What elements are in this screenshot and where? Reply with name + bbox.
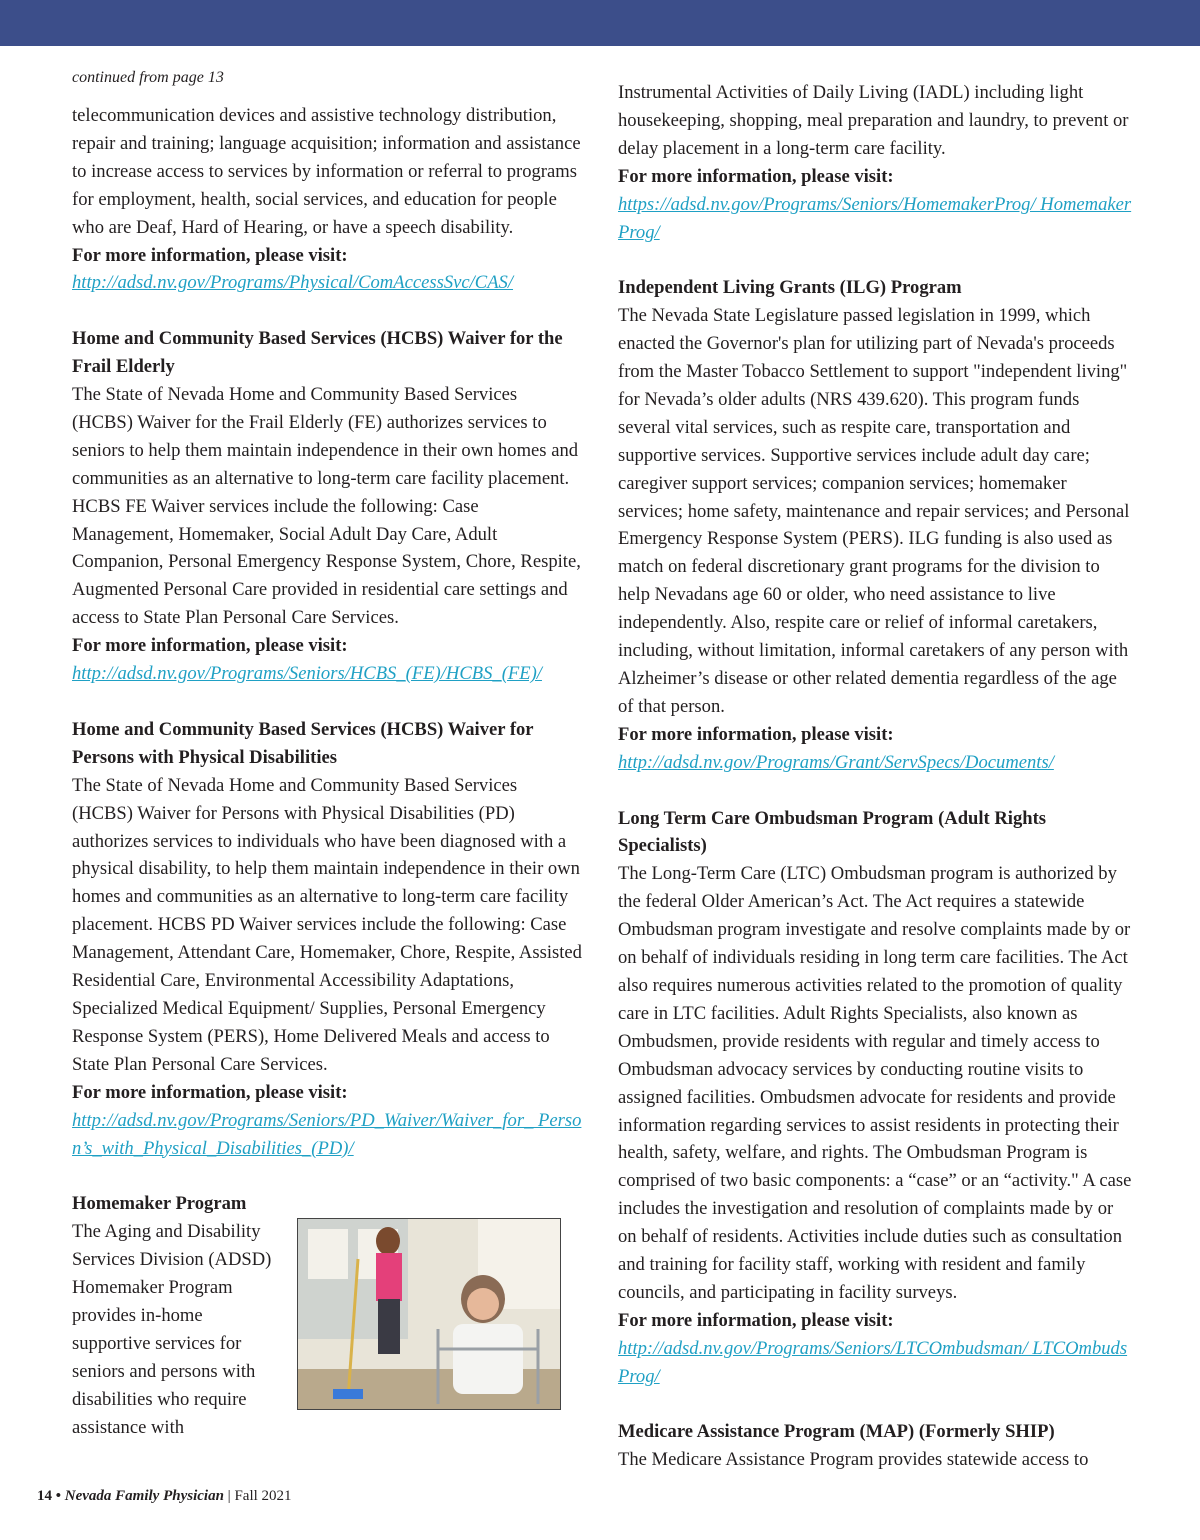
ilg-link[interactable]: http://adsd.nv.gov/Programs/Grant/ServSpecs/Documents/ (618, 751, 1054, 773)
hcbs-fe-link[interactable]: http://adsd.nv.gov/Programs/Seniors/HCBS_(FE)/HCBS_(FE)/ (72, 663, 542, 685)
map-body: The Medicare Assistance Program provides statewide access to (618, 1449, 1089, 1471)
more-info-label: For more information, please visit: (72, 1081, 348, 1103)
left-column (72, 64, 582, 1441)
header-band (0, 0, 1200, 46)
more-info-label: For more information, please visit: (618, 165, 894, 187)
issue-label: Fall 2021 (234, 1488, 292, 1504)
more-info-label: For more information, please visit: (72, 635, 348, 657)
homemaker-photo (297, 1218, 561, 1410)
more-info-label: For more information, please visit: (72, 244, 348, 266)
ilg-heading: Independent Living Grants (ILG) Program (618, 277, 962, 299)
hcbs-fe-body: The State of Nevada Home and Community Based Services (HCBS) Waiver for the Frail Elderly (FE) authorizes services to seniors to help them maintain independence in their own homes and communities as an alternative to long-term care facility placement. HCBS FE Waiver services include the following: Case Management, Homemaker, Social Adult Day Care, Adult Companion, Personal Emergency Response System, Chore, Respite, Augmented Personal Care provided in residential care settings and access to State Plan Personal Care Services. (72, 384, 581, 629)
homemaker-section (72, 1190, 582, 1441)
homemaker-heading: Homemaker Program (72, 1193, 247, 1215)
homemaker-body: The Aging and Disability Services Division (ADSD) Homemaker Program provides in-home supportive services for seniors and persons with disabilities who require assistance with (72, 1221, 272, 1438)
map-heading: Medicare Assistance Program (MAP) (Formerly SHIP) (618, 1421, 1055, 1443)
magazine-title: Nevada Family Physician (64, 1488, 224, 1504)
hcbs-pd-heading: Home and Community Based Services (HCBS) Waiver for Persons with Physical Disabilities (72, 718, 534, 768)
page-number: 14 (37, 1488, 52, 1504)
hcbs-fe-heading: Home and Community Based Services (HCBS) Waiver for the Frail Elderly (72, 328, 563, 378)
ltc-link[interactable]: http://adsd.nv.gov/Programs/Seniors/LTCOmbudsman/ LTCOmbudsProg/ (618, 1337, 1128, 1387)
ilg-body: The Nevada State Legislature passed legislation in 1999, which enacted the Governor's plan for utilizing part of Nevada's proceeds from the Master Tobacco Settlement to support "independent living" for Nevada’s older adults (NRS 439.620). This program funds several vital services, such as respite care, transportation and supportive services. Supportive services include adult day care; caregiver support services; companion services; homemaker services; home safety, maintenance and repair services; and Personal Emergency Response System (PERS). ILG funding is also used as match on federal discretionary grant programs for the division to help Nevadans age 60 or older, who need assistance to live independently. Also, respite care or relief of informal caretakers, including, without limitation, informal caretakers of any person with Alzheimer’s disease or other related dementia regardless of the age of that person. (618, 305, 1130, 717)
page-footer (37, 1488, 292, 1505)
hcbs-pd-body: The State of Nevada Home and Community Based Services (HCBS) Waiver for Persons with Physical Disabilities (PD) authorizes services to individuals who have been diagnosed with a physical disability, to help them maintain independence in their own homes and communities as an alternative to long-term care facility placement. HCBS PD Waiver services include the following: Case Management, Attendant Care, Homemaker, Chore, Respite, Assisted Residential Care, Environmental Accessibility Adaptations, Specialized Medical Equipment/ Supplies, Personal Emergency Response System (PERS), Home Delivered Meals and access to State Plan Personal Care Services. (72, 774, 582, 1075)
continued-note: continued from page 13 (72, 69, 224, 86)
more-info-label: For more information, please visit: (618, 1309, 894, 1331)
footer-separator: | (227, 1488, 231, 1504)
homemaker-link[interactable]: https://adsd.nv.gov/Programs/Seniors/HomemakerProg/ HomemakerProg/ (618, 193, 1132, 243)
more-info-label: For more information, please visit: (618, 723, 894, 745)
ltc-heading: Long Term Care Ombudsman Program (Adult Rights Specialists) (618, 807, 1047, 857)
cas-link[interactable]: http://adsd.nv.gov/Programs/Physical/ComAccessSvc/CAS/ (72, 272, 514, 294)
footer-bullet: • (55, 1488, 62, 1504)
intro-paragraph: telecommunication devices and assistive technology distribution, repair and training; language acquisition; information and assistance to increase access to services by information or referral to programs for employment, health, social services, and education for people who are Deaf, Hard of Hearing, or have a speech disability. (72, 105, 581, 238)
homemaker-continued: Instrumental Activities of Daily Living (IADL) including light housekeeping, shopping, meal preparation and laundry, to prevent or delay placement in a long-term care facility. (618, 82, 1129, 159)
ltc-body: The Long-Term Care (LTC) Ombudsman program is authorized by the federal Older American’s Act. The Act requires a statewide Ombudsman program investigate and resolve complaints made by or on behalf of individuals residing in long term care facilities. The Act also requires numerous activities related to the promotion of quality care in LTC facilities. Adult Rights Specialists, also known as Ombudsmen, provide residents with regular and timely access to Ombudsman advocacy services by conducting routine visits to assigned facilities. Ombudsmen advocate for residents and provide information regarding services to assist residents in protecting their health, safety, welfare, and rights. The Ombudsman Program is comprised of two basic components: a “case” or an “activity." A case includes the investigation and resolution of complaints made by or on behalf of residents. Activities include duties such as consultation and training for facility staff, working with resident and family councils, and participating in facility surveys. (618, 863, 1132, 1303)
hcbs-pd-link[interactable]: http://adsd.nv.gov/Programs/Seniors/PD_Waiver/Waiver_for_ Person’s_with_Physical_Disabilities_(PD)/ (72, 1109, 582, 1159)
right-column (618, 79, 1133, 1474)
